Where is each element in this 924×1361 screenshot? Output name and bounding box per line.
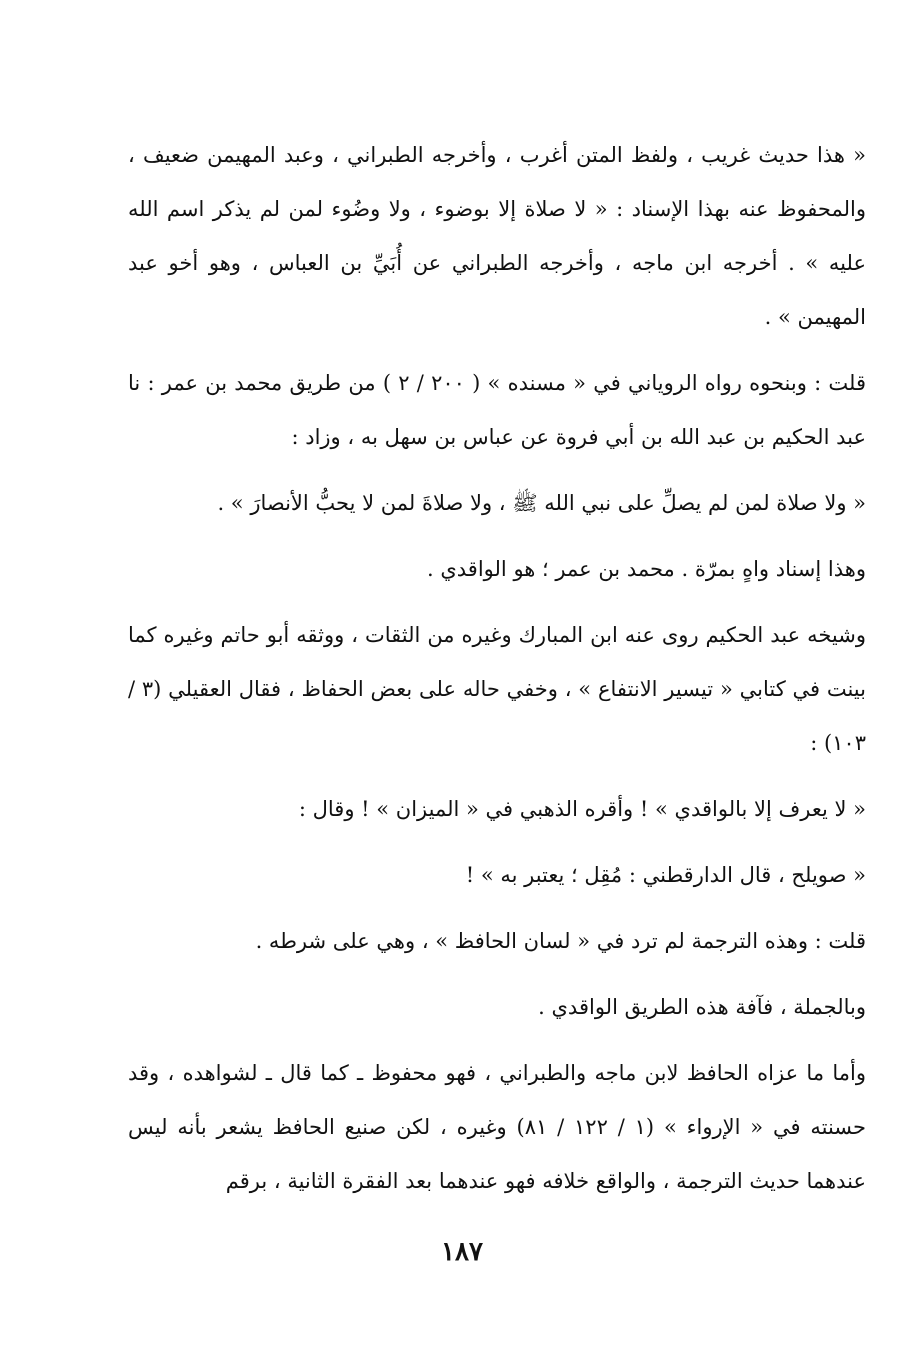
paragraph-isnad-weak: وهذا إسناد واهٍ بمرّة . محمد بن عمر ؛ هو الواقدي . xyxy=(427,557,866,581)
paragraph-ibn-majah-note: وأما ما عزاه الحافظ لابن ماجه والطبراني ، فهو محفوظ ـ كما قال ـ لشواهده ، وقد حسنته في « الإرواء » (١ / ١٢٢ / ٨١) وغيره ، لكن صنيع الحافظ يشعر بأنه ليس عندهما حديث الترجمة ، والواقع خلافه فهو عندهما بعد الفقرة الثانية ، برقم xyxy=(128,1061,866,1193)
paragraph-daraqutni-quote: « صويلح ، قال الدارقطني : مُقِل ؛ يعتبر به » ! xyxy=(465,863,866,887)
paragraph-uqayli-quote: « لا يعرف إلا بالواقدي » ! وأقره الذهبي في « الميزان » ! وقال : xyxy=(298,797,866,821)
paragraph-lisan-note: قلت : وهذه الترجمة لم ترد في « لسان الحافظ » ، وهي على شرطه . xyxy=(255,929,866,953)
paragraph-quote-tabarani: « هذا حديث غريب ، ولفظ المتن أغرب ، وأخرجه الطبراني ، وعبد المهيمن ضعيف ، والمحفوظ عنه بهذا الإسناد : « لا صلاة إلا بوضوء ، ولا وضُوء لمن لم يذكر اسم الله عليه » . أخرجه ابن ماجه ، وأخرجه الطبراني عن أُبَيِّ بن العباس ، وهو أخو عبد المهيمن » . xyxy=(128,143,866,329)
paragraph-summary: وبالجملة ، فآفة هذه الطريق الواقدي . xyxy=(538,995,866,1019)
paragraph-ruyani-narration: قلت : وبنحوه رواه الروياني في « مسنده » ( ٢٠٠ / ٢ ) من طريق محمد بن عمر : نا عبد الحكيم بن عبد الله بن أبي فروة عن عباس بن سهل به ، وزاد : xyxy=(128,371,866,449)
paragraph-added-text: « ولا صلاة لمن لم يصلِّ على نبي الله ﷺ ، ولا صلاةَ لمن لا يحبُّ الأنصارَ » . xyxy=(217,491,866,515)
body-text xyxy=(128,128,866,1208)
paragraph-shaykh-abd-al-hakim: وشيخه عبد الحكيم روى عنه ابن المبارك وغيره من الثقات ، ووثقه أبو حاتم وغيره كما بينت في كتابي « تيسير الانتفاع » ، وخفي حاله على بعض الحفاظ ، فقال العقيلي (٣ / ١٠٣) : xyxy=(128,623,866,755)
page-number: ١٨٧ xyxy=(441,1237,483,1267)
